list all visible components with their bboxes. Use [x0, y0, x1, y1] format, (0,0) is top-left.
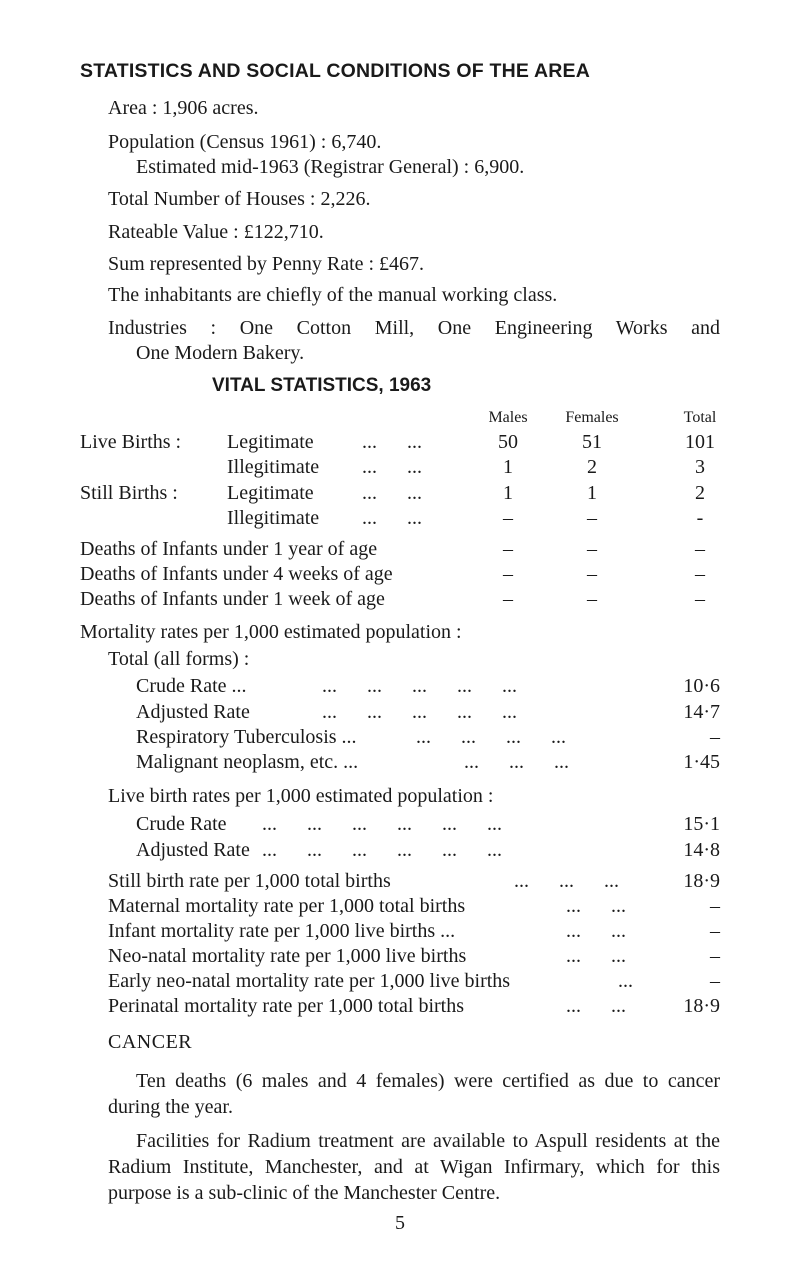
rate-label: Early neo-natal mortality rate per 1,000 live births — [108, 970, 511, 992]
col-header-females: Females — [565, 409, 619, 426]
females-value: – — [587, 538, 597, 560]
leader-dots: ... ... — [566, 920, 626, 942]
leader-dots: ... ... ... — [464, 751, 569, 773]
total-value: 2 — [695, 482, 705, 504]
rate-value: – — [710, 920, 720, 942]
rate-value: 1·45 — [683, 751, 720, 773]
leader-dots: ... ... ... ... — [416, 726, 566, 748]
males-value: – — [503, 538, 513, 560]
rate-label: Adjusted Rate — [136, 839, 250, 861]
cancer-paragraph-2: Facilities for Radium treatment are available to Aspull residents at the Radium Institute, Manchester, and at Wigan Infirmary, which for this purpose is a sub-clinic of the Manchester Centre. — [108, 1130, 720, 1204]
col-header-males: Males — [488, 409, 528, 426]
penny-rate-line: Sum represented by Penny Rate : £467. — [108, 253, 425, 275]
page-title: STATISTICS AND SOCIAL CONDITIONS OF THE AREA — [80, 60, 591, 82]
rate-value: 15·1 — [683, 813, 720, 835]
rate-value: 18·9 — [683, 870, 720, 892]
live-birth-rates-heading: Live birth rates per 1,000 estimated population : — [108, 785, 494, 807]
females-value: – — [587, 588, 597, 610]
leader-dots: ... — [618, 970, 633, 992]
mortality-subheading: Total (all forms) : — [108, 648, 250, 670]
leader-dots: ... ... ... — [514, 870, 619, 892]
row-label: Legitimate — [227, 431, 314, 453]
females-value: 2 — [587, 456, 597, 478]
males-value: 1 — [503, 456, 513, 478]
rate-label: Adjusted Rate — [136, 701, 250, 723]
cancer-paragraph-1: Ten deaths (6 males and 4 females) were certified as due to cancer during the year. — [108, 1070, 720, 1118]
rate-label: Still birth rate per 1,000 total births — [108, 870, 391, 892]
females-value: 51 — [582, 431, 602, 453]
total-value: 101 — [685, 431, 715, 453]
rate-value: – — [710, 945, 720, 967]
leader-dots: ... ... — [566, 995, 626, 1017]
rate-label: Perinatal mortality rate per 1,000 total births — [108, 995, 465, 1017]
males-value: – — [503, 507, 513, 529]
leader-dots: ... ... ... ... ... — [322, 701, 517, 723]
total-value: - — [696, 507, 704, 529]
infant-deaths-label: Deaths of Infants under 4 weeks of age — [80, 563, 393, 585]
mortality-rates-heading: Mortality rates per 1,000 estimated population : — [80, 621, 462, 643]
total-value: – — [695, 588, 705, 610]
cancer-heading: CANCER — [108, 1031, 193, 1053]
rate-label: Crude Rate — [136, 813, 227, 835]
estimated-population-line: Estimated mid-1963 (Registrar General) : 6,900. — [136, 156, 525, 178]
rate-value: – — [710, 726, 720, 748]
live-births-label: Live Births : — [80, 431, 182, 453]
vital-statistics-heading: VITAL STATISTICS, 1963 — [212, 375, 432, 396]
industries-line-2: One Modern Bakery. — [136, 342, 305, 364]
population-line: Population (Census 1961) : 6,740. — [108, 131, 382, 153]
total-value: – — [695, 538, 705, 560]
row-label: Illegitimate — [227, 456, 320, 478]
page-number: 5 — [395, 1212, 405, 1234]
leader-dots: ... ... — [362, 431, 422, 453]
rate-label: Respiratory Tuberculosis ... — [136, 726, 357, 748]
total-value: 3 — [695, 456, 705, 478]
industries-line-1: Industries : One Cotton Mill, One Engineering Works and — [108, 317, 720, 339]
females-value: – — [587, 507, 597, 529]
rate-label: Neo-natal mortality rate per 1,000 live births — [108, 945, 467, 967]
rate-value: 14·8 — [683, 839, 720, 861]
rate-value: 18·9 — [683, 995, 720, 1017]
row-label: Legitimate — [227, 482, 314, 504]
males-value: 1 — [503, 482, 513, 504]
row-label: Illegitimate — [227, 507, 320, 529]
rate-label: Malignant neoplasm, etc. ... — [136, 751, 359, 773]
leader-dots: ... ... — [362, 507, 422, 529]
still-births-label: Still Births : — [80, 482, 178, 504]
inhabitants-line: The inhabitants are chiefly of the manual working class. — [108, 284, 558, 306]
houses-line: Total Number of Houses : 2,226. — [108, 188, 371, 210]
leader-dots: ... ... ... ... ... — [322, 675, 517, 697]
infant-deaths-label: Deaths of Infants under 1 week of age — [80, 588, 385, 610]
total-value: – — [695, 563, 705, 585]
leader-dots: ... ... ... ... ... ... — [262, 839, 502, 861]
males-value: 50 — [498, 431, 518, 453]
col-header-total: Total — [683, 409, 717, 426]
males-value: – — [503, 563, 513, 585]
leader-dots: ... ... — [566, 945, 626, 967]
area-line: Area : 1,906 acres. — [108, 97, 259, 119]
males-value: – — [503, 588, 513, 610]
rate-label: Crude Rate ... — [136, 675, 247, 697]
infant-deaths-label: Deaths of Infants under 1 year of age — [80, 538, 378, 560]
rate-value: 14·7 — [683, 701, 720, 723]
rate-value: 10·6 — [683, 675, 720, 697]
leader-dots: ... ... — [566, 895, 626, 917]
rateable-value-line: Rateable Value : £122,710. — [108, 221, 324, 243]
leader-dots: ... ... — [362, 482, 422, 504]
rate-label: Maternal mortality rate per 1,000 total births — [108, 895, 466, 917]
females-value: – — [587, 563, 597, 585]
rate-value: – — [710, 970, 720, 992]
rate-value: – — [710, 895, 720, 917]
leader-dots: ... ... ... ... ... ... — [262, 813, 502, 835]
rate-label: Infant mortality rate per 1,000 live births ... — [108, 920, 456, 942]
females-value: 1 — [587, 482, 597, 504]
leader-dots: ... ... — [362, 456, 422, 478]
